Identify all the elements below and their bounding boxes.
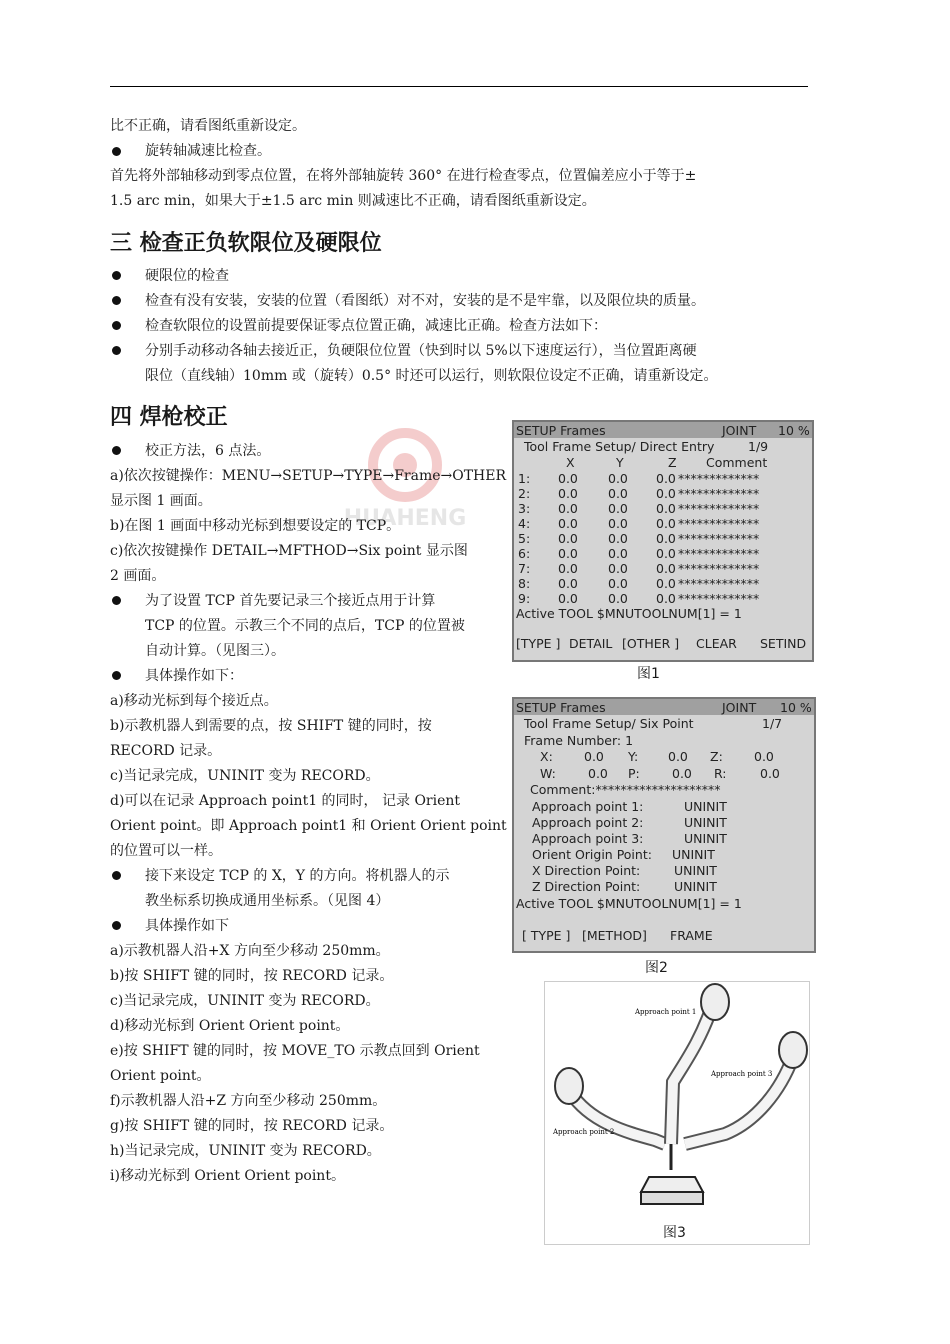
s3-item-1: 硬限位的检查 — [145, 268, 229, 284]
fig2-point-status: UNINIT — [672, 847, 715, 862]
fig1-cell-c: ************* — [678, 591, 760, 606]
fig1-cell-x: 0.0 — [558, 531, 578, 546]
fig2-point-status: UNINIT — [674, 863, 717, 878]
fig1-page: 1/9 — [748, 439, 769, 454]
s4-line: 显示图 1 画面。 — [110, 493, 212, 509]
fig1-mode: JOINT — [722, 423, 757, 438]
fig2-frame-number: Frame Number: 1 — [524, 733, 634, 748]
s3-item-2: 检查有没有安装，安装的位置（看图纸）对不对，安装的是不是牢靠，以及限位块的质量。 — [145, 293, 705, 309]
s4-line: a)依次按键操作：MENU→SETUP→TYPE→Frame→OTHER — [110, 468, 507, 484]
fig2-point-label[interactable]: X Direction Point: — [532, 863, 641, 878]
fig2-w-label: W: — [540, 766, 556, 781]
svg-text:HUAHENG: HUAHENG — [343, 506, 467, 531]
s4-line: c)当记录完成，UNINIT 变为 RECORD。 — [110, 768, 380, 784]
bullet — [112, 871, 121, 880]
s4-line: 为了设置 TCP 首先要记录三个接近点用于计算 — [145, 593, 436, 609]
fig1-softkey-setind[interactable]: SETIND — [760, 636, 807, 651]
fig1-cell-x: 0.0 — [558, 501, 578, 516]
fig1-cell-n[interactable]: 7: — [518, 561, 531, 576]
fig2-p-label: P: — [628, 766, 640, 781]
fig2-softkey-frame[interactable]: FRAME — [670, 928, 713, 943]
s4-line: 接下来设定 TCP 的 X，Y 的方向。将机器人的示 — [145, 868, 450, 884]
fig1-cell-y: 0.0 — [608, 486, 628, 501]
fig1-cell-x: 0.0 — [558, 486, 578, 501]
fig2-point-label[interactable]: Approach point 3: — [532, 831, 644, 846]
fig1-cell-y: 0.0 — [608, 471, 628, 486]
fig2-point-label[interactable]: Approach point 1: — [532, 799, 644, 814]
fig2-point-label[interactable]: Orient Origin Point: — [532, 847, 652, 862]
header-rule — [110, 86, 808, 87]
fig3-caption: 图3 — [663, 1225, 686, 1241]
fig2-point-label[interactable]: Z Direction Point: — [532, 879, 641, 894]
s4-line: a)示教机器人沿+X 方向至少移动 250mm。 — [110, 943, 390, 959]
fig2-y-label: Y: — [628, 749, 639, 764]
fig1-title: SETUP Frames — [516, 423, 606, 438]
fig1-cell-n[interactable]: 3: — [518, 501, 531, 516]
s4-line: b)在图 1 画面中移动光标到想要设定的 TCP。 — [110, 518, 401, 534]
fig1-cell-n[interactable]: 2: — [518, 486, 531, 501]
fig1-cell-x: 0.0 — [558, 471, 578, 486]
fig2-softkey-type[interactable]: [ TYPE ] — [522, 928, 571, 943]
fig1-cell-y: 0.0 — [608, 516, 628, 531]
fig2-p-value: 0.0 — [672, 766, 692, 781]
s4-line: 教坐标系切换成通用坐标系。（见图 4） — [145, 893, 390, 909]
top-line-1: 比不正确，请看图纸重新设定。 — [110, 118, 306, 134]
fig1-cell-z: 0.0 — [656, 546, 676, 561]
fig1-cell-n[interactable]: 8: — [518, 576, 531, 591]
bullet — [112, 296, 121, 305]
bullet — [112, 321, 121, 330]
fig2-active-tool: Active TOOL $MNUTOOLNUM[1] = 1 — [516, 896, 742, 911]
fig2-r-label: R: — [714, 766, 727, 781]
fig2-title: SETUP Frames — [516, 700, 606, 715]
fig2-mode: JOINT — [722, 700, 757, 715]
fig3-label-approach-1: Approach point 1 — [635, 1008, 697, 1016]
bullet — [112, 346, 121, 355]
fig1-cell-x: 0.0 — [558, 546, 578, 561]
fig1-softkey-other[interactable]: [OTHER ] — [622, 636, 680, 651]
fig1-col-x: X — [566, 455, 575, 470]
s4-line: Orient point。即 Approach point1 和 Orient Orient point — [110, 818, 507, 834]
fig1-cell-y: 0.0 — [608, 531, 628, 546]
s4-line: b)示教机器人到需要的点，按 SHIFT 键的同时，按 — [110, 718, 432, 734]
fig2-point-status: UNINIT — [684, 799, 727, 814]
fig1-cell-z: 0.0 — [656, 591, 676, 606]
s4-line: h)当记录完成，UNINIT 变为 RECORD。 — [110, 1143, 381, 1159]
s4-line: d)可以在记录 Approach point1 的同时， 记录 Orient — [110, 793, 461, 809]
s4-line: c)依次按键操作 DETAIL→MFTHOD→Six point 显示图 — [110, 543, 468, 559]
s4-line: 2 画面。 — [110, 568, 166, 584]
fig1-cell-c: ************* — [678, 501, 760, 516]
bullet — [112, 596, 121, 605]
fig1-cell-z: 0.0 — [656, 576, 676, 591]
fig1-subtitle: Tool Frame Setup/ Direct Entry — [524, 439, 715, 454]
s4-line: RECORD 记录。 — [110, 743, 222, 759]
s4-line: 的位置可以一样。 — [110, 843, 222, 859]
bullet — [112, 446, 121, 455]
fig1-screen — [512, 420, 814, 662]
section4-heading: 四 焊枪校正 — [110, 405, 228, 430]
welding-torch-diagram — [545, 982, 809, 1212]
s4-line: a)移动光标到每个接近点。 — [110, 693, 278, 709]
fig1-cell-c: ************* — [678, 486, 760, 501]
bullet — [112, 671, 121, 680]
fig3-label-approach-2: Approach point 2 — [553, 1128, 615, 1136]
fig1-cell-c: ************* — [678, 576, 760, 591]
s4-line: b)按 SHIFT 键的同时，按 RECORD 记录。 — [110, 968, 394, 984]
fig1-cell-z: 0.0 — [656, 516, 676, 531]
bullet — [112, 147, 121, 156]
fig1-cell-x: 0.0 — [558, 516, 578, 531]
fig1-cell-z: 0.0 — [656, 531, 676, 546]
fig2-caption: 图2 — [645, 960, 668, 976]
fig3-frame — [544, 981, 810, 1245]
s4-line: 具体操作如下 — [145, 918, 229, 934]
fig2-pct: 10 % — [780, 700, 812, 715]
fig2-z-label: Z: — [710, 749, 723, 764]
fig1-cell-x: 0.0 — [558, 561, 578, 576]
fig1-cell-n[interactable]: 5: — [518, 531, 531, 546]
fig2-softkey-method[interactable]: [METHOD] — [582, 928, 647, 943]
fig2-x-label: X: — [540, 749, 553, 764]
s3-item-3: 检查软限位的设置前提要保证零点位置正确，减速比正确。检查方法如下： — [145, 318, 607, 334]
s4-line: d)移动光标到 Orient Orient point。 — [110, 1018, 350, 1034]
fig1-cell-c: ************* — [678, 546, 760, 561]
fig1-cell-x: 0.0 — [558, 576, 578, 591]
s4-line: TCP 的位置。示教三个不同的点后，TCP 的位置被 — [145, 618, 465, 634]
fig1-cell-z: 0.0 — [656, 501, 676, 516]
bullet — [112, 921, 121, 930]
fig2-point-status: UNINIT — [674, 879, 717, 894]
bullet — [112, 271, 121, 280]
fig2-r-value: 0.0 — [760, 766, 780, 781]
fig1-cell-n[interactable]: 6: — [518, 546, 531, 561]
fig2-page: 1/7 — [762, 716, 783, 731]
fig1-cell-z: 0.0 — [656, 471, 676, 486]
fig2-w-value: 0.0 — [588, 766, 608, 781]
fig1-active-tool: Active TOOL $MNUTOOLNUM[1] = 1 — [516, 606, 742, 621]
fig1-pct: 10 % — [778, 423, 810, 438]
fig2-x-value: 0.0 — [584, 749, 604, 764]
fig1-col-z: Z — [668, 455, 677, 470]
fig1-cell-n[interactable]: 9: — [518, 591, 531, 606]
fig1-cell-y: 0.0 — [608, 591, 628, 606]
s4-line: f)示教机器人沿+Z 方向至少移动 250mm。 — [110, 1093, 387, 1109]
fig2-point-status: UNINIT — [684, 815, 727, 830]
s4-line: i)移动光标到 Orient Orient point。 — [110, 1168, 345, 1184]
fig1-cell-n[interactable]: 4: — [518, 516, 531, 531]
fig1-cell-c: ************* — [678, 471, 760, 486]
fig1-cell-z: 0.0 — [656, 561, 676, 576]
fig2-point-status: UNINIT — [684, 831, 727, 846]
s3-item-4: 分别手动移动各轴去接近正，负硬限位位置（快到时以 5%以下速度运行），当位置距离硬 — [145, 343, 697, 359]
fig2-z-value: 0.0 — [754, 749, 774, 764]
fig1-cell-n[interactable]: 1: — [518, 471, 531, 486]
fig1-col-y: Y — [616, 455, 624, 470]
fig1-cell-z: 0.0 — [656, 486, 676, 501]
fig1-cell-y: 0.0 — [608, 561, 628, 576]
fig1-cell-x: 0.0 — [558, 591, 578, 606]
s4-line: 具体操作如下： — [145, 668, 243, 684]
fig2-y-value: 0.0 — [668, 749, 688, 764]
fig1-cell-y: 0.0 — [608, 501, 628, 516]
s3-item-5: 限位（直线轴）10mm 或（旋转）0.5° 时还可以运行，则软限位设定不正确，请重新设定。 — [145, 368, 718, 384]
top-line-2: 旋转轴减速比检查。 — [145, 143, 271, 159]
fig2-subtitle: Tool Frame Setup/ Six Point — [524, 716, 694, 731]
s4-line: e)按 SHIFT 键的同时，按 MOVE_TO 示教点回到 Orient — [110, 1043, 480, 1059]
s4-line: 自动计算。（见图三）。 — [145, 643, 285, 659]
fig1-softkey-detail[interactable]: DETAIL — [569, 636, 613, 651]
fig1-softkey-clear[interactable]: CLEAR — [696, 636, 737, 651]
s4-line: c)当记录完成，UNINIT 变为 RECORD。 — [110, 993, 380, 1009]
fig1-cell-y: 0.0 — [608, 576, 628, 591]
section3-heading: 三 检查正负软限位及硬限位 — [110, 231, 382, 256]
top-line-4: 1.5 arc min，如果大于±1.5 arc min 则减速比不正确，请看图纸重新设定。 — [110, 193, 596, 209]
fig2-comment: Comment:******************** — [530, 782, 721, 797]
top-line-3: 首先将外部轴移动到零点位置，在将外部轴旋转 360° 在进行检查零点，位置偏差应小于等于± — [110, 168, 697, 184]
fig3-label-approach-3: Approach point 3 — [711, 1070, 773, 1078]
fig1-col-comment: Comment — [706, 455, 768, 470]
fig1-cell-c: ************* — [678, 561, 760, 576]
fig2-screen — [512, 697, 816, 953]
fig1-caption: 图1 — [637, 666, 660, 682]
fig1-softkey-type[interactable]: [TYPE ] — [516, 636, 561, 651]
fig1-cell-y: 0.0 — [608, 546, 628, 561]
fig1-cell-c: ************* — [678, 531, 760, 546]
s4-line: 校正方法，6 点法。 — [145, 443, 271, 459]
s4-line: g)按 SHIFT 键的同时，按 RECORD 记录。 — [110, 1118, 394, 1134]
fig1-cell-c: ************* — [678, 516, 760, 531]
fig2-point-label[interactable]: Approach point 2: — [532, 815, 644, 830]
s4-line: Orient point。 — [110, 1068, 211, 1084]
